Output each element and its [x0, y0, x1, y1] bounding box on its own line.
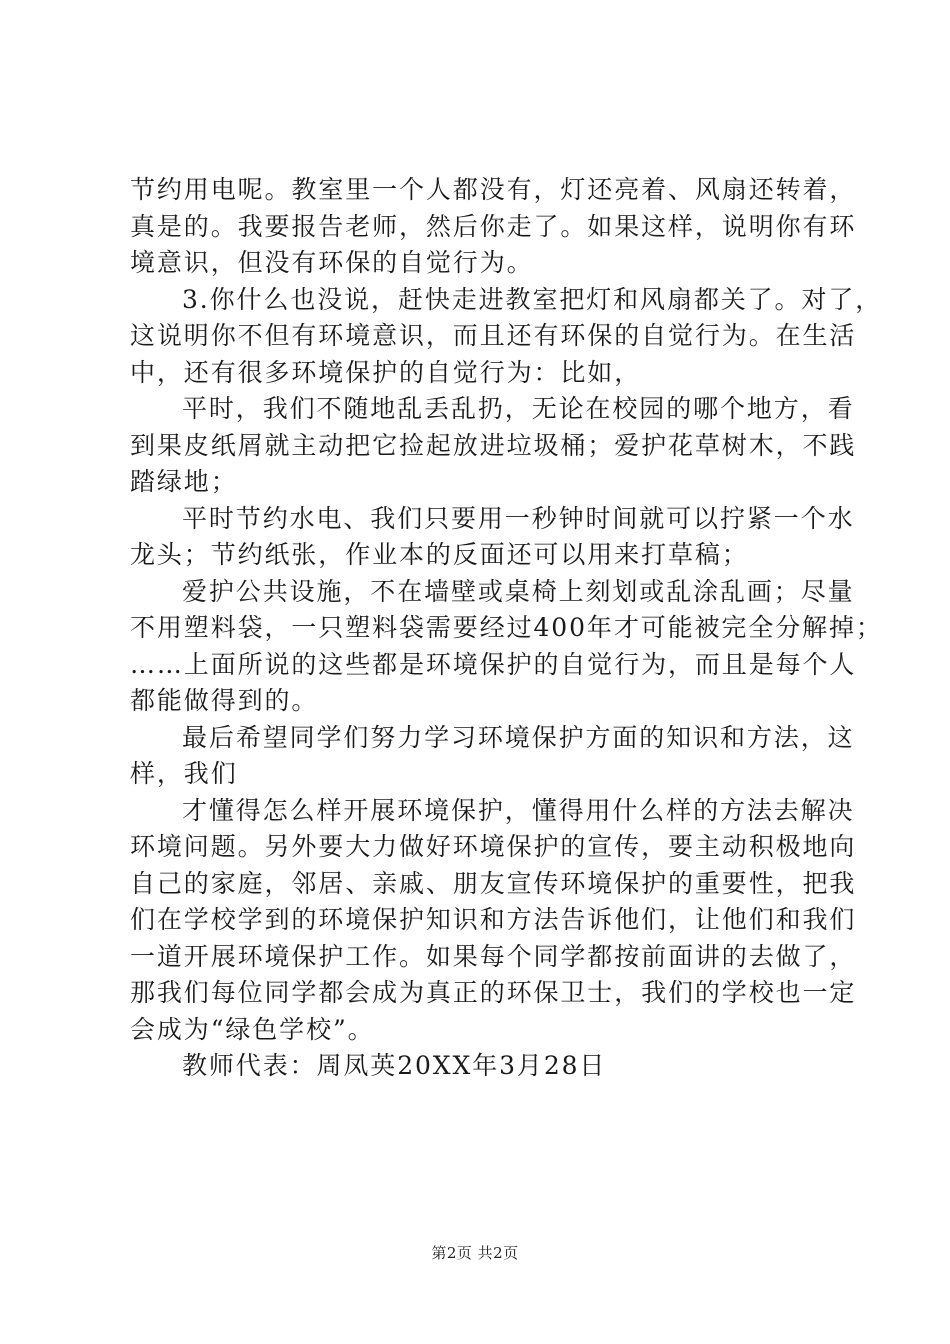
paragraph — [130, 720, 855, 793]
text-line: 节约用电呢。教室里一个人都没有，灯还亮着、风扇还转着， — [130, 175, 857, 204]
text-line: 自己的家庭，邻居、亲戚、朋友宣传环境保护的重要性，把我 — [130, 868, 857, 898]
paragraph — [130, 391, 857, 501]
text-line: 教师代表：周凤英20XX年3月28日 — [182, 1051, 607, 1080]
document-body — [130, 172, 883, 1085]
paragraph — [130, 282, 883, 392]
text-line: 到果皮纸屑就主动把它捡起放进垃圾桶；爱护花草树木，不践 — [130, 430, 857, 460]
paragraph — [130, 574, 883, 720]
paragraph — [130, 172, 857, 282]
text-line: 平时，我们不随地乱丢乱扔，无论在校园的哪个地方，看 — [182, 394, 855, 423]
text-line: 平时节约水电、我们只要用一秒钟时间就可以拧紧一个水 — [182, 503, 855, 533]
text-line: 最后希望同学们努力学习环境保护方面的知识和方法，这 — [182, 722, 855, 752]
text-line: 样，我们 — [130, 759, 238, 788]
text-line: 3.你什么也没说，赶快走进教室把灯和风扇都关了。对了， — [182, 284, 883, 314]
text-line: 环境问题。另外要大力做好环境保护的宣传，要主动积极地向 — [130, 832, 857, 861]
text-line: 爱护公共设施，不在墙壁或桌椅上刻划或乱涂乱画；尽量 — [182, 576, 855, 606]
text-line: 境意识，但没有环保的自觉行为。 — [130, 248, 534, 277]
text-line: 中，还有很多环境保护的自觉行为：比如， — [130, 357, 642, 387]
text-line: 这说明你不但有环境意识，而且还有环保的自觉行为。在生活 — [130, 321, 857, 350]
page-number-footer: 第2页 共2页 — [431, 1244, 519, 1262]
text-line: 一道开展环境保护工作。如果每个同学都按前面讲的去做了， — [130, 941, 857, 971]
text-line: ……上面所说的这些都是环境保护的自觉行为，而且是每个人 — [130, 649, 857, 679]
text-line: 都能做得到的。 — [130, 686, 319, 715]
paragraph — [130, 793, 857, 1049]
text-line: 真是的。我要报告老师，然后你走了。如果这样，说明你有环 — [130, 211, 857, 241]
text-line: 不用塑料袋，一只塑料袋需要经过400年才可能被完全分解掉； — [130, 613, 883, 642]
paragraph — [130, 501, 855, 574]
text-line: 龙头；节约纸张，作业本的反面还可以用来打草稿； — [130, 540, 749, 569]
text-line: 们在学校学到的环境保护知识和方法告诉他们，让他们和我们 — [130, 905, 857, 934]
text-line: 那我们每位同学都会成为真正的环保卫士，我们的学校也一定 — [130, 978, 857, 1007]
paragraph — [130, 1048, 835, 1085]
text-line: 会成为“绿色学校”。 — [130, 1014, 375, 1044]
text-line: 才懂得怎么样开展环境保护，懂得用什么样的方法去解决 — [182, 795, 855, 825]
text-line: 踏绿地； — [130, 467, 238, 496]
